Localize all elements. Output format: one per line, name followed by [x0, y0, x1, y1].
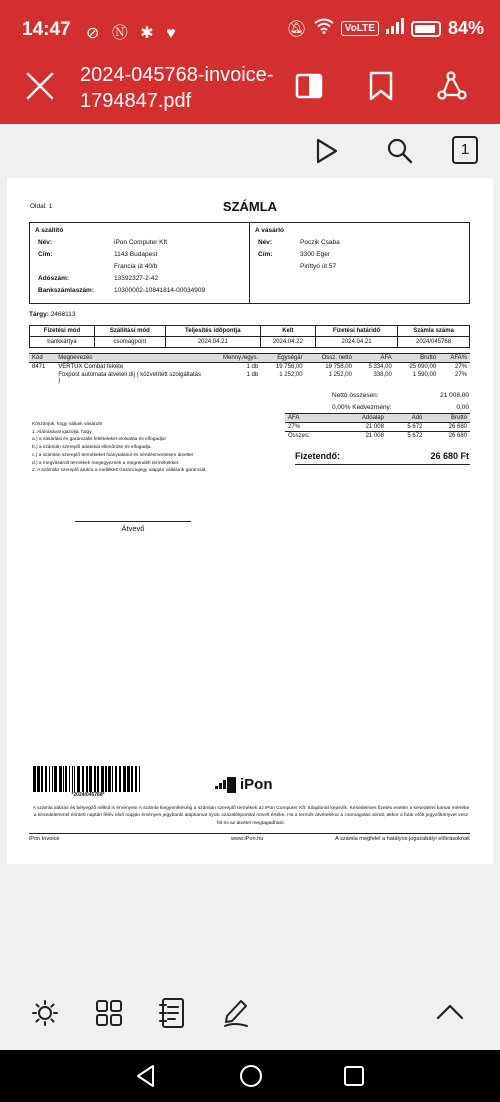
item-header: Menny./egys. — [222, 355, 259, 361]
barcode-bar — [139, 766, 140, 792]
item-header: ÁFA — [380, 355, 392, 361]
item-cell: 27% — [454, 364, 467, 370]
meta-header: Kelt — [260, 326, 315, 337]
sum-cell: 5 672 — [407, 433, 423, 439]
back-button[interactable] — [134, 1063, 158, 1094]
payable-underline — [295, 464, 470, 465]
meta-value: 2024.04.22 — [260, 337, 315, 348]
barcode-bar — [119, 766, 121, 792]
barcode-bar — [74, 766, 75, 792]
wifi-icon — [314, 18, 334, 39]
item-cell: Foxpost automata átvételi díj ( közvetített szolgáltatás ) — [58, 372, 202, 384]
document-list-icon — [158, 997, 186, 1029]
viewer-toolbar — [0, 124, 500, 178]
item-cell: 8471 — [32, 364, 46, 370]
meta-value: csomagpont — [94, 337, 165, 348]
ipon-logo — [215, 776, 273, 793]
seller-name: iPon Computer Kft — [114, 239, 168, 246]
net-total-label: Nettó összesen: — [332, 392, 379, 399]
note-line: c.) a számlán szereplő termékeket hiánytalanul és sérülésmentesen átvette! — [32, 452, 194, 458]
seller-tax: 13392327-2-42 — [114, 275, 159, 282]
outline-button[interactable] — [158, 997, 186, 1034]
share-button[interactable] — [437, 70, 467, 102]
item-cell: 25 090,00 — [409, 364, 437, 370]
table-row — [29, 363, 470, 372]
document-title: 2024-045768-invoice-1794847.pdf — [80, 64, 274, 112]
close-button[interactable] — [22, 68, 58, 104]
barcode-bar — [69, 766, 70, 792]
system-indicators — [286, 18, 484, 39]
barcode-bar — [52, 766, 53, 792]
barcode-text: *2024/045768* — [71, 792, 105, 798]
barcode-bar — [82, 766, 84, 792]
item-header: Egységár — [277, 355, 303, 361]
vat-cell: 5 672 — [407, 424, 423, 430]
footer-mid: www.iPon.hu — [231, 836, 264, 842]
item-cell: 27% — [454, 372, 467, 378]
vat-header: Bruttó — [450, 415, 467, 421]
item-cell: 5 334,00 — [368, 364, 392, 370]
pdf-page — [7, 178, 493, 864]
signature-label: Átvevő — [121, 524, 145, 533]
seller-addr1: 1143 Budapest — [114, 251, 158, 258]
meta-header: Fizetési mód — [30, 326, 95, 337]
play-button[interactable] — [315, 138, 339, 169]
item-cell: VERTUX Combat fekete — [58, 364, 124, 370]
payable-value: 26 680 Ft — [430, 451, 469, 461]
subject-row — [29, 311, 76, 318]
barcode-bar — [65, 766, 67, 792]
buyer-heading: A vásárló — [255, 227, 285, 234]
buyer-box — [249, 222, 470, 304]
bookmark-icon — [366, 70, 396, 102]
barcode-bar — [112, 766, 113, 792]
pen-icon — [222, 998, 250, 1028]
note-line: d.) a megvásárolt termékek megegyeznek a megrendelt termékekkel. — [32, 460, 180, 466]
vat-cell: 26 680 — [448, 424, 467, 430]
close-icon — [22, 68, 58, 104]
note-line: Köszönjük, hogy nálunk vásárolt! — [32, 422, 103, 427]
item-cell: 1 252,00 — [279, 372, 303, 378]
barcode-bar — [131, 766, 133, 792]
note-line: 2. A számlán szereplő árukra a mellékelt Garanciajegy alapján vállalunk garanciát. — [32, 468, 207, 474]
sum-cell: 21 008 — [365, 433, 384, 439]
recents-icon — [343, 1065, 365, 1087]
seller-heading: A szállító — [35, 227, 64, 234]
page-value: 1 — [48, 203, 53, 210]
back-icon — [134, 1063, 158, 1089]
barcode-bar — [123, 766, 126, 792]
page-label: Oldal: — [30, 203, 47, 210]
reading-mode-button[interactable] — [294, 70, 324, 102]
meta-header: Teljesítés időpontja — [165, 326, 260, 337]
search-button[interactable] — [386, 137, 414, 170]
invoice-title: SZÁMLA — [222, 199, 278, 214]
bottom-toolbar — [0, 970, 500, 1050]
barcode-bar — [108, 766, 111, 792]
status-time: 14:47 — [22, 19, 71, 40]
sum-cell: Összes: — [288, 433, 310, 439]
home-button[interactable] — [238, 1063, 264, 1094]
vat-summary-table — [285, 413, 470, 440]
item-header: Bruttó — [420, 355, 437, 361]
share-icon — [437, 70, 467, 102]
barcode-bar — [127, 766, 130, 792]
seller-bank: 10300002-10841814-00034909 — [114, 287, 206, 294]
barcode-bar — [94, 766, 96, 792]
vat-header: Adóalap — [361, 415, 384, 421]
barcode-bar — [72, 766, 73, 792]
signature-line — [75, 521, 191, 522]
meta-value: 2024.04.21 — [315, 337, 397, 348]
app-header — [0, 0, 500, 124]
buyer-addr-label: Cím: — [258, 251, 273, 258]
meta-value: 2024/045768 — [398, 337, 470, 348]
battery-percent: 84% — [447, 18, 484, 38]
buyer-addr1: 3300 Eger — [300, 251, 330, 258]
annotate-button[interactable] — [222, 998, 250, 1033]
subject-value: 2468113 — [50, 311, 76, 318]
meta-header: Szállítási mód — [94, 326, 165, 337]
mute-icon: 🔕︎ — [286, 20, 307, 38]
seller-tax-label: Adószám: — [38, 275, 70, 282]
items-table — [29, 353, 470, 385]
item-cell: 19 756,00 — [275, 364, 303, 370]
item-cell: 338,00 — [373, 372, 392, 378]
barcode-bar — [41, 766, 43, 792]
item-header: Megnevezés — [58, 355, 93, 361]
barcode-bar — [54, 766, 57, 792]
footer-left: iPon Invoice — [29, 836, 60, 842]
status-bar — [0, 0, 500, 58]
barcode-bar — [97, 766, 99, 792]
barcode-bar — [105, 766, 107, 792]
brightness-icon — [32, 1000, 58, 1026]
ipon-logo-icon — [215, 777, 237, 793]
sum-cell: 26 680 — [448, 433, 467, 439]
item-cell: 1 590,00 — [412, 372, 437, 378]
footer-right: A számla megfelel a hatályos jogszabályi előírásoknak — [335, 836, 470, 842]
reading-mode-icon — [294, 70, 324, 102]
item-header: ÁFA% — [450, 355, 467, 361]
meta-header: Számla száma — [398, 326, 470, 337]
disclaimer: A számla aláírás és bélyegző nélkül is érvényes! A számla kiegyenlítéséig a számlán szereplő termékek az iPon Computer Kft. tulajdonát képezik. Késedelmes fizetés esetén a késedelmi kamat mértéke a késedelemmel érintett naptári félév első napján érvényes jegybanki alapkamat nyolc százalékponttal növelt értéke. Ha a termék átvételekor a csomagolás sérült, akkor a futár előtt jegyzőkönyvet vesz föl és az átvétel megtagadható. — [32, 806, 470, 826]
vat-header: ÁFA — [288, 415, 300, 421]
barcode-bar — [89, 766, 92, 792]
thumbnails-button[interactable] — [96, 1000, 122, 1031]
payable-label: Fizetendő: — [295, 451, 340, 461]
barcode-bar — [59, 766, 62, 792]
note-line: a.) a vásárlási és garanciális feltételeket elolvasta és elfogadja! — [32, 437, 166, 443]
play-icon — [315, 138, 339, 164]
battery-icon — [411, 21, 441, 37]
barcode-bar — [135, 766, 137, 792]
subject-label: Tárgy: — [29, 311, 49, 318]
notification-icons: ⊘ Ⓝ ✱ ♥ — [86, 25, 180, 42]
seller-box — [29, 222, 250, 304]
system-nav-bar — [0, 1050, 500, 1102]
item-header: Kód — [32, 355, 43, 361]
expand-button[interactable] — [436, 1002, 464, 1027]
meta-value: 2024.04.21 — [165, 337, 260, 348]
note-line: 1. Aláírásával igazolja, hogy — [32, 429, 92, 435]
buyer-addr2: Pirittyó út 57 — [300, 263, 337, 270]
barcode-bar — [63, 766, 64, 792]
barcode-bar — [101, 766, 104, 792]
item-cell: 1 db — [246, 364, 259, 370]
note-line: b.) a számlán szereplő adatokat ellenőrizte és elfogadja. — [32, 445, 152, 451]
invoice-meta-table — [29, 325, 470, 348]
brightness-button[interactable] — [32, 1000, 58, 1031]
item-cell — [29, 371, 55, 385]
net-total-value: 21 008,00 — [440, 392, 469, 399]
barcode-bar — [45, 766, 47, 792]
recents-button[interactable] — [343, 1065, 365, 1092]
buyer-name: Poczik Csaba — [300, 239, 340, 246]
meta-value: bankkártya — [30, 337, 95, 348]
vat-cell: 21 008 — [365, 424, 384, 430]
notes-block — [32, 421, 272, 475]
search-icon — [386, 137, 414, 165]
footer-line — [29, 833, 470, 834]
barcode — [33, 766, 143, 792]
page-counter-button[interactable]: 1 — [452, 136, 478, 164]
chevron-up-icon — [436, 1002, 464, 1022]
home-icon — [238, 1063, 264, 1089]
vat-header: Adó — [411, 415, 423, 421]
seller-name-label: Név: — [38, 239, 53, 246]
barcode-bar — [86, 766, 88, 792]
meta-header: Fizetési határidő — [315, 326, 397, 337]
signal-icon — [386, 18, 404, 39]
volte-badge: VoLTE — [341, 21, 379, 36]
bookmark-button[interactable] — [366, 70, 396, 102]
seller-addr-label: Cím: — [38, 251, 53, 258]
grid-icon — [96, 1000, 122, 1026]
buyer-name-label: Név: — [258, 239, 273, 246]
barcode-bar — [115, 766, 117, 792]
seller-addr2: Francia út 40/b — [114, 263, 158, 270]
item-header: Össz. nettó — [321, 355, 352, 361]
barcode-bar — [49, 766, 50, 792]
discount-label: 0,00% Kedvezmény: — [332, 404, 392, 411]
seller-bank-label: Bankszámlaszám: — [38, 287, 94, 294]
barcode-bar — [77, 766, 80, 792]
item-cell: 1 db — [246, 372, 259, 378]
barcode-bar — [33, 766, 36, 792]
vat-cell: 27% — [288, 424, 301, 430]
item-cell: 1 252,00 — [328, 372, 352, 378]
barcode-bar — [37, 766, 40, 792]
ipon-logo-text: iPon — [240, 776, 273, 793]
discount-value: 0,00 — [456, 404, 469, 411]
item-cell: 19 756,00 — [325, 364, 352, 370]
table-row — [29, 371, 470, 385]
